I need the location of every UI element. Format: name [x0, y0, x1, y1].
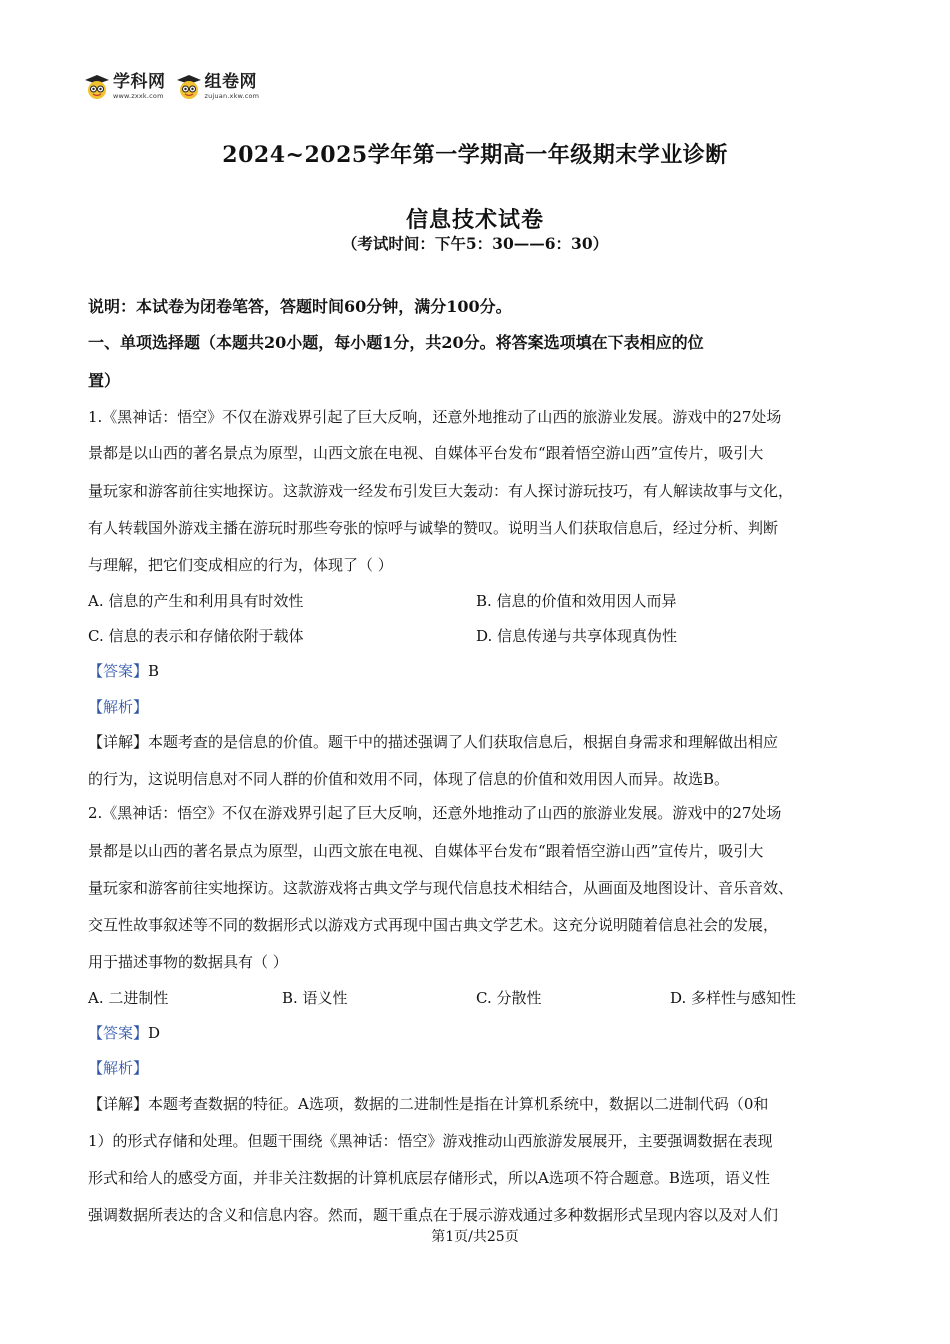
logo-bar — [84, 70, 259, 104]
q2-option-d: D. 多样性与感知性 — [670, 989, 797, 1007]
q2-option-b: B. 语义性 — [282, 989, 348, 1007]
section-heading-cont: 置） — [88, 371, 121, 390]
logo-xuekewang — [84, 74, 166, 100]
question-1-text: 1.《黑神话：悟空》不仅在游戏界引起了巨大反响，还意外地推动了山西的旅游业发展。游戏中的27处场 — [88, 408, 782, 426]
instructions: 说明：本试卷为闭卷笔答，答题时间60分钟，满分100分。 — [88, 297, 512, 316]
answer-value: D — [148, 1024, 161, 1042]
exam-subject: 信息技术试卷 — [405, 207, 544, 233]
q1-option-d: D. 信息传递与共享体现真伪性 — [476, 627, 678, 645]
logo-name: 学科网 — [113, 72, 166, 93]
detail-text: 本题考查数据的特征。A选项，数据的二进制性是指在计算机系统中，数据以二进制代码（0和 — [148, 1095, 769, 1113]
q2-analysis-label: 【解析】 — [88, 1059, 149, 1077]
question-2-text: 量玩家和游客前往实地探访。这款游戏将古典文学与现代信息技术相结合，从画面及地图设计、音乐音效、 — [88, 879, 794, 897]
question-1-text: 景都是以山西的著名景点为原型，山西文旅在电视、自媒体平台发布“跟着悟空游山西”宣传片，吸引大 — [88, 444, 764, 462]
page-number: 第1页/共25页 — [431, 1229, 519, 1245]
answer-value: B — [148, 662, 160, 680]
q1-option-c: C. 信息的表示和存储依附于载体 — [88, 627, 304, 645]
question-2-text: 交互性故事叙述等不同的数据形式以游戏方式再现中国古典文学艺术。这充分说明随着信息社会的发展， — [88, 916, 779, 934]
question-1-text: 量玩家和游客前往实地探访。这款游戏一经发布引发巨大轰动：有人探讨游玩技巧，有人解读故事与文化， — [88, 482, 794, 500]
exam-title: 2024~2025学年第一学期高一年级期末学业诊断 — [222, 142, 728, 168]
q1-answer — [88, 660, 863, 681]
q2-detail-text: 1）的形式存储和处理。但题干围绕《黑神话：悟空》游戏推动山西旅游发展展开，主要强调数据在表现 — [88, 1132, 773, 1150]
detail-text: 本题考查的是信息的价值。题干中的描述强调了人们获取信息后，根据自身需求和理解做出相应 — [148, 733, 779, 751]
q1-option-a: A. 信息的产生和利用具有时效性 — [88, 592, 304, 610]
question-2-text: 用于描述事物的数据具有（ ） — [88, 953, 288, 971]
q1-detail — [88, 731, 863, 752]
q2-option-c: C. 分散性 — [476, 989, 542, 1007]
q2-option-a: A. 二进制性 — [88, 989, 169, 1007]
logo-url: www.zxxk.com — [113, 92, 164, 101]
q2-detail-text: 形式和给人的感受方面，并非关注数据的计算机底层存储形式，所以A选项不符合题意。B选项，语义性 — [88, 1169, 770, 1187]
q1-option-b: B. 信息的价值和效用因人而异 — [476, 592, 677, 610]
detail-label: 【详解】 — [88, 733, 149, 751]
answer-label: 【答案】 — [88, 1024, 149, 1042]
logo-url: zujuan.xkw.com — [204, 92, 260, 101]
q2-answer — [88, 1022, 863, 1043]
mascot-face-icon — [84, 74, 110, 100]
q1-analysis-label: 【解析】 — [88, 698, 149, 716]
exam-time: （考试时间：下午5：30——6：30） — [341, 234, 609, 253]
q2-detail — [88, 1093, 863, 1114]
question-2-text: 2.《黑神话：悟空》不仅在游戏界引起了巨大反响，还意外地推动了山西的旅游业发展。游戏中的27处场 — [88, 804, 782, 822]
answer-label: 【答案】 — [88, 662, 149, 680]
q1-detail-text: 的行为，这说明信息对不同人群的价值和效用不同，体现了信息的价值和效用因人而异。故选B。 — [88, 770, 730, 788]
q2-detail-text: 强调数据所表达的含义和信息内容。然而，题干重点在于展示游戏通过多种数据形式呈现内容以及对人们 — [88, 1206, 779, 1224]
mascot-face-icon — [176, 74, 202, 100]
logo-zujuanwang — [176, 74, 260, 100]
section-heading: 一、单项选择题（本题共20小题，每小题1分，共20分。将答案选项填在下表相应的位 — [88, 333, 704, 352]
question-1-text: 与理解，把它们变成相应的行为，体现了（ ） — [88, 556, 393, 574]
question-1-text: 有人转载国外游戏主播在游玩时那些夸张的惊呼与诚挚的赞叹。说明当人们获取信息后，经过分析、判断 — [88, 519, 779, 537]
logo-name: 组卷网 — [204, 72, 257, 93]
detail-label: 【详解】 — [88, 1095, 149, 1113]
question-2-text: 景都是以山西的著名景点为原型，山西文旅在电视、自媒体平台发布“跟着悟空游山西”宣传片，吸引大 — [88, 842, 764, 860]
